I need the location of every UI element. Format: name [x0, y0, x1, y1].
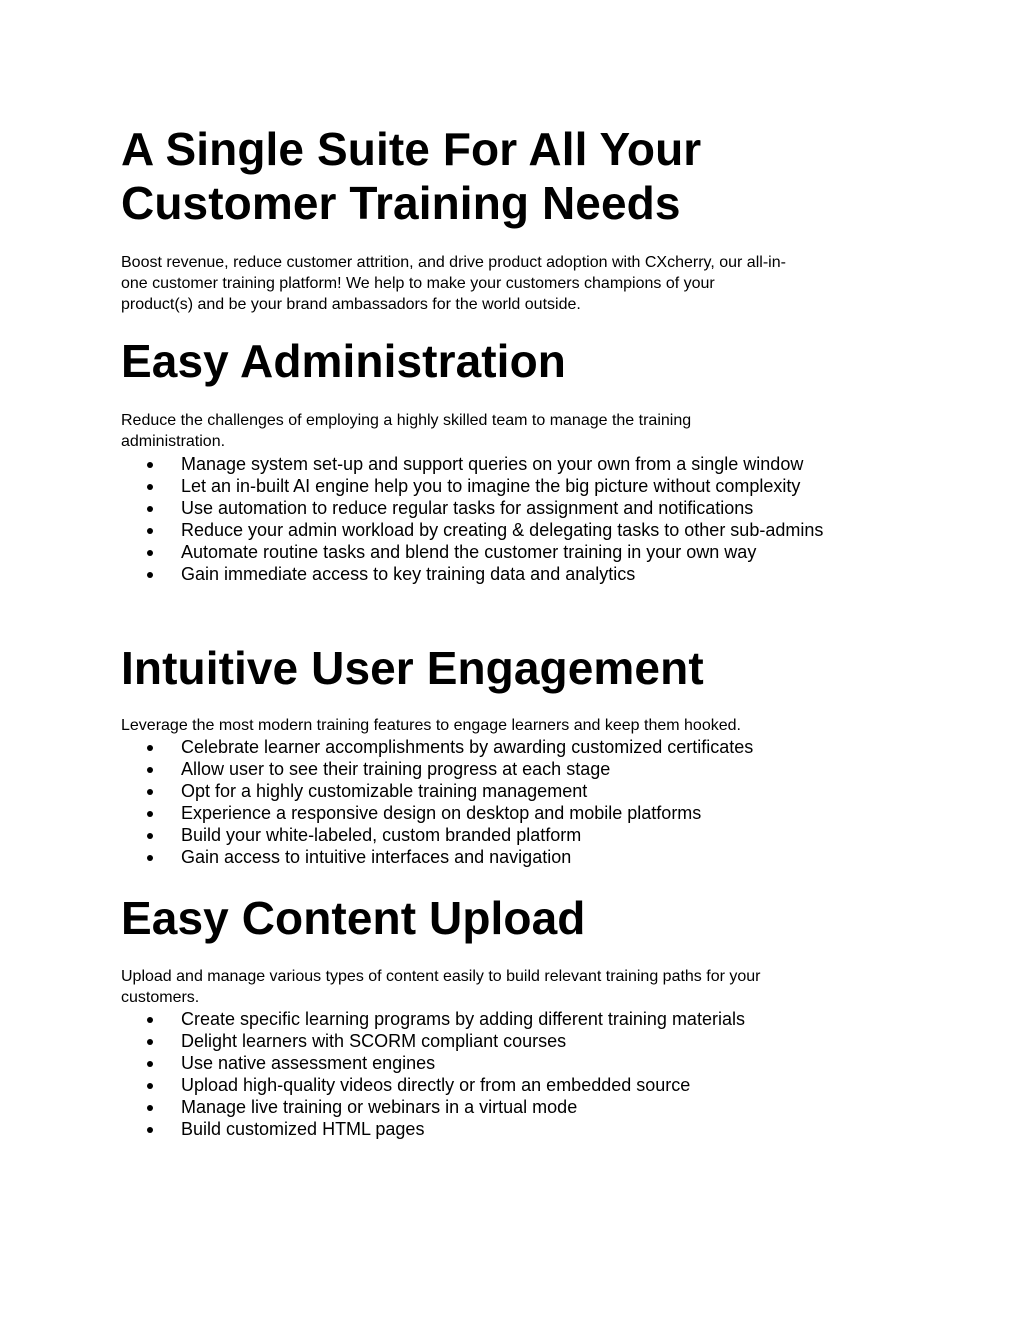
bullet-icon: [147, 1061, 153, 1067]
bullet-icon: [147, 811, 153, 817]
bullet-icon: [147, 528, 153, 534]
admin-list: [121, 453, 901, 585]
list-item-text: Experience a responsive design on desktop and mobile platforms: [181, 803, 702, 823]
list-item-text: Manage system set-up and support queries on your own from a single window: [181, 454, 804, 474]
list-item-text: Celebrate learner accomplishments by awarding customized certificates: [181, 737, 754, 757]
list-item: [121, 1118, 901, 1140]
list-item-text: Upload high-quality videos directly or from an embedded source: [181, 1075, 691, 1095]
list-item-text: Let an in-built AI engine help you to imagine the big picture without complexity: [181, 476, 801, 496]
list-item-text: Reduce your admin workload by creating & delegating tasks to other sub-admins: [181, 520, 824, 540]
bullet-icon: [147, 833, 153, 839]
bullet-icon: [147, 462, 153, 468]
bullet-icon: [147, 767, 153, 773]
admin-paragraph: [121, 410, 901, 452]
content-paragraph-line-2: customers.: [121, 989, 200, 1006]
list-item: [121, 1074, 901, 1096]
page-title-line-1: A Single Suite For All Your: [121, 123, 702, 175]
bullet-icon: [147, 1105, 153, 1111]
list-item: [121, 453, 901, 475]
bullet-icon: [147, 789, 153, 795]
list-item: [121, 519, 901, 541]
content-paragraph-line-1: Upload and manage various types of content easily to build relevant training paths for your: [121, 968, 761, 985]
bullet-icon: [147, 506, 153, 512]
list-item: [121, 475, 901, 497]
admin-section-heading: [121, 334, 901, 388]
bullet-icon: [147, 745, 153, 751]
list-item: [121, 563, 901, 585]
list-item: [121, 802, 901, 824]
list-item-text: Build customized HTML pages: [181, 1119, 425, 1139]
list-item-text: Opt for a highly customizable training management: [181, 781, 588, 801]
list-item: [121, 541, 901, 563]
engagement-paragraph: [121, 715, 901, 736]
engagement-list: [121, 736, 901, 868]
content-section-heading: [121, 891, 901, 945]
bullet-icon: [147, 1039, 153, 1045]
list-item: [121, 1096, 901, 1118]
admin-paragraph-line-1: Reduce the challenges of employing a highly skilled team to manage the training: [121, 412, 692, 429]
engagement-section-heading: [121, 641, 901, 695]
page-title-line-2: Customer Training Needs: [121, 177, 681, 229]
list-item: [121, 1030, 901, 1052]
bullet-icon: [147, 572, 153, 578]
intro-paragraph-line-3: product(s) and be your brand ambassadors for the world outside.: [121, 296, 581, 313]
list-item: [121, 736, 901, 758]
bullet-icon: [147, 550, 153, 556]
list-item-text: Create specific learning programs by adding different training materials: [181, 1009, 745, 1029]
bullet-icon: [147, 855, 153, 861]
bullet-icon: [147, 484, 153, 490]
bullet-icon: [147, 1127, 153, 1133]
list-item-text: Delight learners with SCORM compliant courses: [181, 1031, 567, 1051]
list-item-text: Gain immediate access to key training data and analytics: [181, 564, 636, 584]
engagement-paragraph-line-1: Leverage the most modern training features to engage learners and keep them hooked.: [121, 717, 741, 734]
list-item-text: Manage live training or webinars in a virtual mode: [181, 1097, 578, 1117]
list-item-text: Automate routine tasks and blend the customer training in your own way: [181, 542, 757, 562]
list-item: [121, 780, 901, 802]
intro-paragraph-line-2: one customer training platform! We help to make your customers champions of your: [121, 275, 715, 292]
list-item: [121, 1008, 901, 1030]
intro-paragraph: [121, 252, 901, 315]
list-item: [121, 824, 901, 846]
bullet-icon: [147, 1083, 153, 1089]
admin-title: Easy Administration: [121, 335, 566, 387]
intro-paragraph-line-1: Boost revenue, reduce customer attrition, and drive product adoption with CXcherry, our all-in-: [121, 254, 786, 271]
list-item: [121, 846, 901, 868]
list-item-text: Use native assessment engines: [181, 1053, 436, 1073]
list-item: [121, 497, 901, 519]
list-item-text: Use automation to reduce regular tasks for assignment and notifications: [181, 498, 754, 518]
list-item-text: Gain access to intuitive interfaces and navigation: [181, 847, 572, 867]
list-item: [121, 758, 901, 780]
list-item: [121, 1052, 901, 1074]
intro-section: [121, 122, 901, 230]
bullet-icon: [147, 1017, 153, 1023]
content-list: [121, 1008, 901, 1140]
content-paragraph: [121, 966, 901, 1008]
engagement-title: Intuitive User Engagement: [121, 642, 704, 694]
list-item-text: Build your white-labeled, custom branded platform: [181, 825, 582, 845]
page-title: [121, 122, 901, 230]
content-title: Easy Content Upload: [121, 892, 586, 944]
list-item-text: Allow user to see their training progress at each stage: [181, 759, 611, 779]
admin-paragraph-line-2: administration.: [121, 433, 226, 450]
